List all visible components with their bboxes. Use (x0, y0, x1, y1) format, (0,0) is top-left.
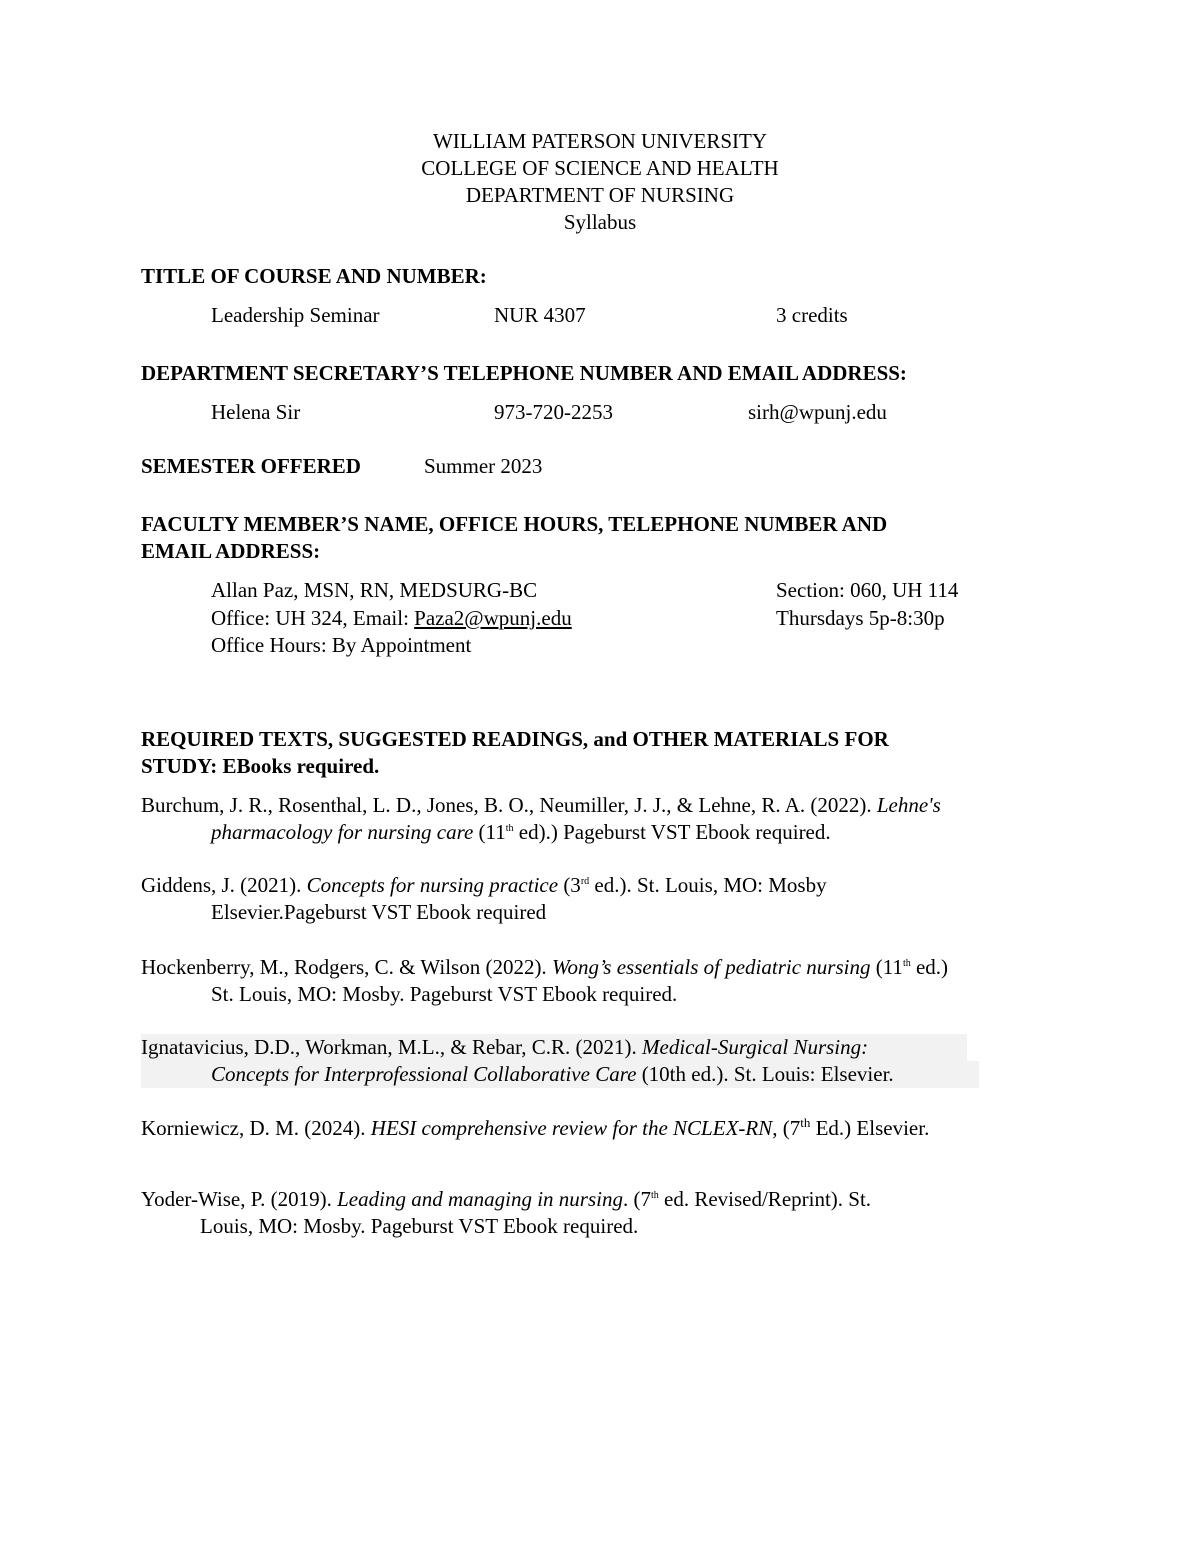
course-credits: 3 credits (776, 303, 848, 327)
reference-entry: Hockenberry, M., Rodgers, C. & Wilson (2022). Wong’s essentials of pediatric nursing (11th ed.) (141, 955, 949, 979)
faculty-office-email (211, 605, 572, 632)
reference-entry: Yoder-Wise, P. (2019). Leading and managing in nursing. (7th ed. Revised/Reprint). St. (141, 1187, 872, 1211)
faculty-office-hours: Office Hours: By Appointment (211, 633, 472, 657)
course-title: Leadership Seminar (211, 303, 380, 327)
faculty-office-prefix: Office: UH 324, Email: (211, 606, 415, 630)
reference-entry-cont: St. Louis, MO: Mosby. Pageburst VST Ebook required. (211, 982, 678, 1006)
semester-value: Summer 2023 (424, 454, 543, 478)
secretary-phone: 973-720-2253 (494, 400, 613, 424)
secretary-heading: DEPARTMENT SECRETARY’S TELEPHONE NUMBER AND EMAIL ADDRESS: (141, 361, 907, 385)
reference-entry: Ignatavicius, D.D., Workman, M.L., & Rebar, C.R. (2021). Medical-Surgical Nursing: (141, 1034, 967, 1061)
texts-heading-line1: REQUIRED TEXTS, SUGGESTED READINGS, and OTHER MATERIALS FOR (141, 727, 889, 751)
faculty-section: Section: 060, UH 114 (776, 578, 959, 602)
faculty-heading-line2: EMAIL ADDRESS: (141, 539, 321, 563)
faculty-heading-line1: FACULTY MEMBER’S NAME, OFFICE HOURS, TELEPHONE NUMBER AND (141, 512, 888, 536)
semester-label: SEMESTER OFFERED (141, 454, 361, 478)
university-name: WILLIAM PATERSON UNIVERSITY (432, 129, 768, 153)
college-name: COLLEGE OF SCIENCE AND HEALTH (421, 156, 779, 180)
reference-entry-cont: Louis, MO: Mosby. Pageburst VST Ebook required. (200, 1214, 639, 1238)
reference-entry: Burchum, J. R., Rosenthal, L. D., Jones, B. O., Neumiller, J. J., & Lehne, R. A. (2022). Lehne's (141, 793, 941, 817)
reference-entry-cont: pharmacology for nursing care (11th ed).) Pageburst VST Ebook required. (211, 820, 831, 844)
document-type: Syllabus (563, 210, 637, 234)
faculty-meeting-time: Thursdays 5p-8:30p (776, 606, 945, 630)
secretary-email: sirh@wpunj.edu (748, 400, 887, 424)
reference-entry-cont: Elsevier.Pageburst VST Ebook required (211, 900, 547, 924)
reference-entry: Giddens, J. (2021). Concepts for nursing practice (3rd ed.). St. Louis, MO: Mosby (141, 873, 827, 897)
course-number: NUR 4307 (494, 303, 586, 327)
reference-entry-cont: Concepts for Interprofessional Collaborative Care (10th ed.). St. Louis: Elsevier. (141, 1061, 979, 1088)
department-name: DEPARTMENT OF NURSING (465, 183, 735, 207)
reference-entry: Korniewicz, D. M. (2024). HESI comprehensive review for the NCLEX-RN, (7th Ed.) Elsevier. (141, 1115, 930, 1140)
faculty-email-link[interactable]: Paza2@wpunj.edu (414, 606, 572, 630)
secretary-name: Helena Sir (211, 400, 301, 424)
faculty-name: Allan Paz, MSN, RN, MEDSURG-BC (211, 578, 538, 602)
texts-heading-line2: STUDY: EBooks required. (141, 754, 380, 778)
course-heading: TITLE OF COURSE AND NUMBER: (141, 264, 487, 288)
